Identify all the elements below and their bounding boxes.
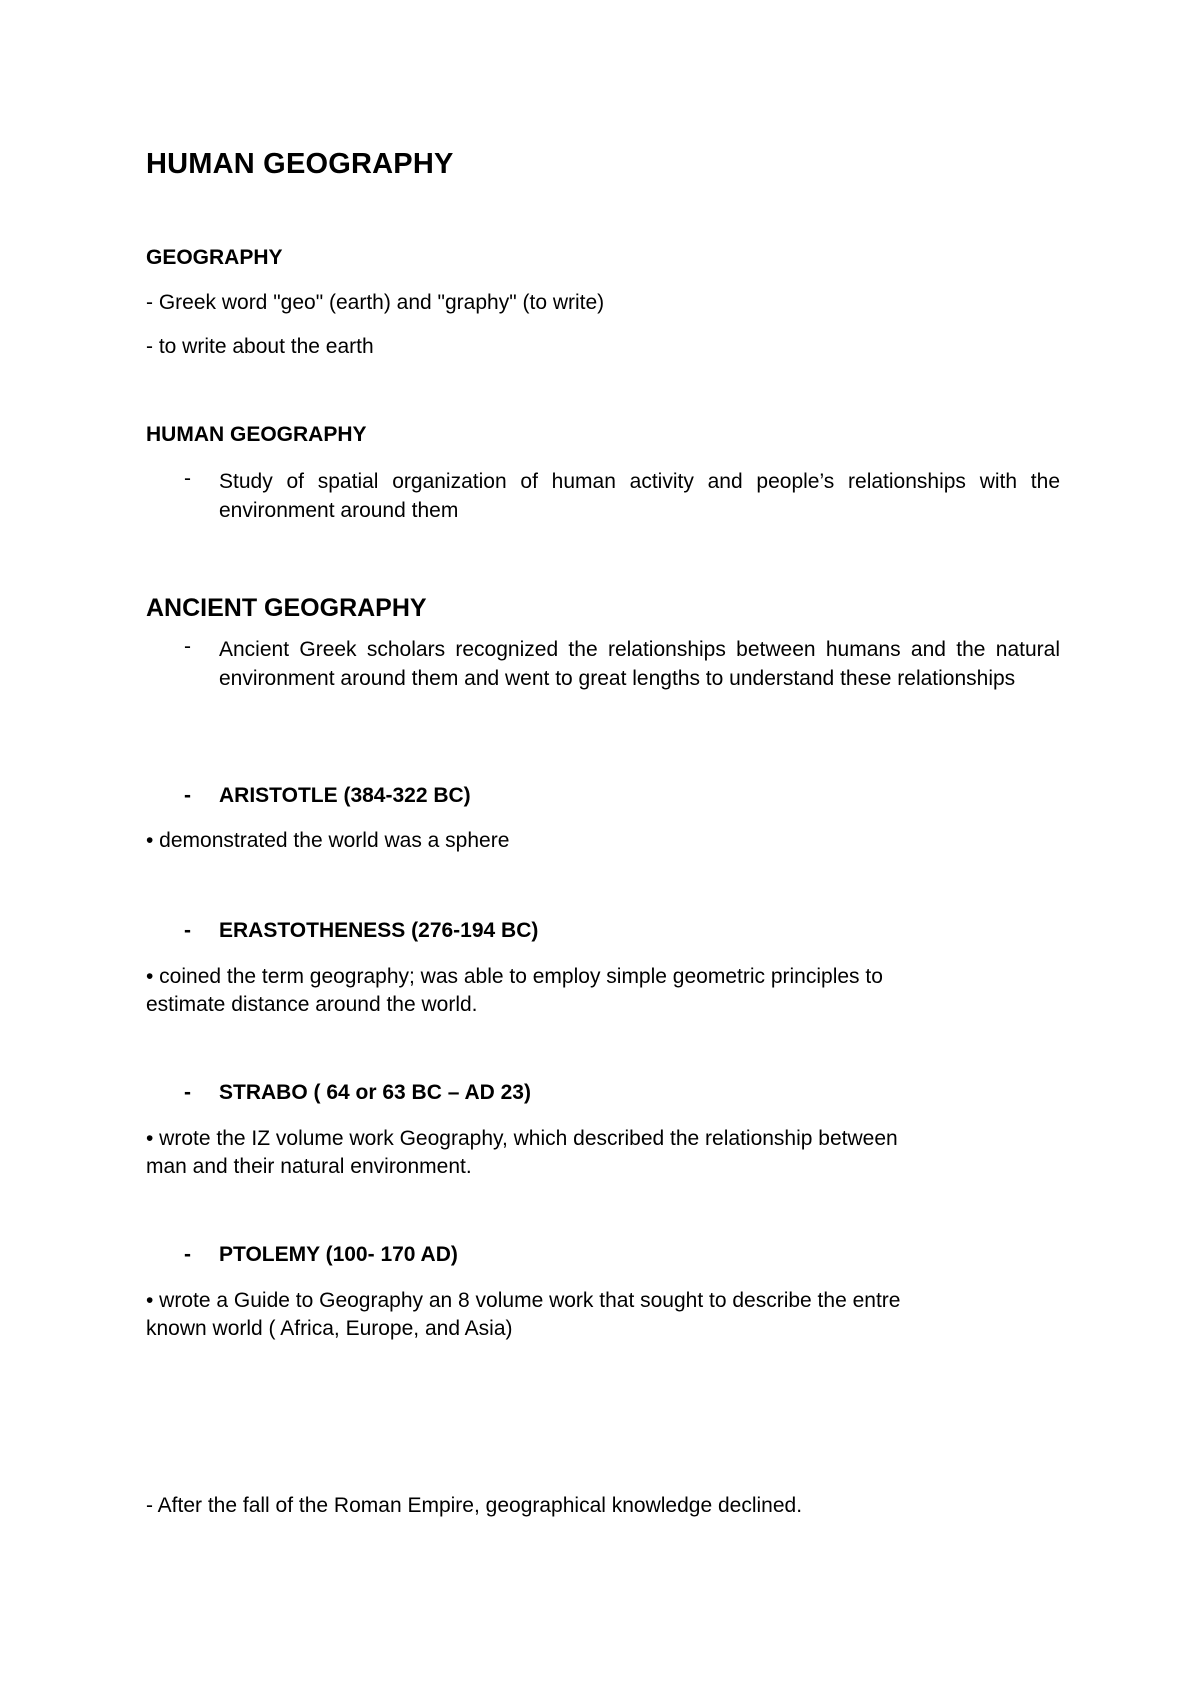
scholar-note (146, 1287, 1060, 1343)
geography-etymology: - Greek word "geo" (earth) and "graphy" (to write) (146, 291, 605, 314)
human-geography-definition: Study of spatial organization of human activity and people’s relationships with the environment around them (219, 470, 1060, 522)
scholar-note-line: estimate distance around the world. (146, 993, 478, 1016)
human-geography-heading: HUMAN GEOGRAPHY (146, 423, 367, 446)
list-dash: - (184, 635, 191, 658)
list-dash: - (184, 919, 191, 942)
scholar-note-line: • coined the term geography; was able to employ simple geometric principles to (146, 965, 883, 988)
scholar-note-line: • wrote a Guide to Geography an 8 volume work that sought to describe the entre (146, 1289, 901, 1312)
list-dash: - (184, 1243, 191, 1266)
scholar-note: • demonstrated the world was a sphere (146, 829, 510, 852)
closing-statement: - After the fall of the Roman Empire, geographical knowledge declined. (146, 1494, 803, 1517)
list-dash: - (184, 784, 191, 807)
scholar-note-line: known world ( Africa, Europe, and Asia) (146, 1317, 513, 1340)
scholar-name: ARISTOTLE (384-322 BC) (219, 784, 471, 807)
ancient-geography-item (146, 635, 1060, 693)
scholar-note (146, 963, 1060, 1019)
scholar-note-line: man and their natural environment. (146, 1155, 472, 1178)
scholar-note (146, 1125, 1060, 1181)
list-dash: - (184, 1081, 191, 1104)
human-geography-definition-item (146, 467, 1060, 525)
geography-heading: GEOGRAPHY (146, 246, 283, 269)
scholar-name: STRABO ( 64 or 63 BC – AD 23) (219, 1081, 531, 1104)
list-dash: - (184, 467, 191, 490)
scholar-name: ERASTOTHENESS (276-194 BC) (219, 919, 539, 942)
document-title: HUMAN GEOGRAPHY (146, 148, 454, 180)
ancient-geography-text: Ancient Greek scholars recognized the relationships between humans and the natural environment around them and went to great lengths to understand these relationships (219, 638, 1060, 690)
scholar-name: PTOLEMY (100- 170 AD) (219, 1243, 458, 1266)
ancient-geography-heading: ANCIENT GEOGRAPHY (146, 594, 427, 622)
geography-meaning: - to write about the earth (146, 335, 374, 358)
scholar-note-line: • wrote the IZ volume work Geography, which described the relationship between (146, 1127, 898, 1150)
